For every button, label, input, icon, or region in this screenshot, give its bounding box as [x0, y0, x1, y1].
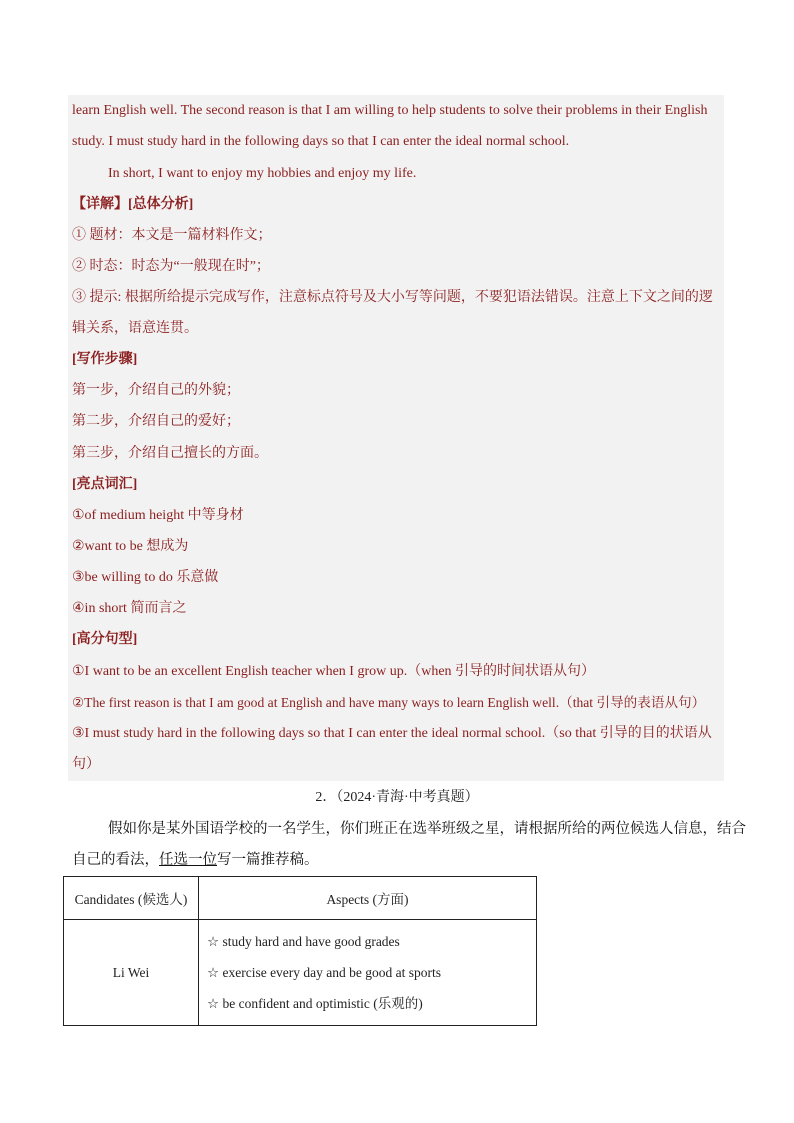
vocab-heading: [亮点词汇]: [72, 477, 138, 492]
step-item: 第三步，介绍自己擅长的方面。: [72, 446, 268, 461]
aspects-cell: [199, 920, 537, 1026]
analysis-heading: [72, 195, 193, 215]
table-header-row: [64, 877, 537, 920]
answer-line: In short, I want to enjoy my hobbies and enjoy my life.: [108, 166, 417, 181]
prompt-text: 自己的看法，: [72, 852, 159, 868]
steps-heading: [写作步骤]: [72, 352, 138, 367]
question-header: 2．（2024·青海·中考真题）: [315, 790, 479, 805]
aspect-item: ☆ study hard and have good grades: [207, 934, 400, 949]
answer-line: learn English well. The second reason is that I am willing to help students to solve their problems in their English: [72, 103, 708, 118]
vocab-item: ①of medium height 中等身材: [72, 508, 244, 523]
candidate-name: Li Wei: [64, 920, 199, 1026]
aspect-item: ☆ be confident and optimistic (乐观的): [207, 996, 423, 1011]
step-item: 第二步，介绍自己的爱好；: [72, 414, 240, 429]
question-prompt: 假如你是某外国语学校的一名学生，你们班正在选举班级之星，请根据所给的两位候选人信息，结合: [108, 821, 746, 837]
prompt-emphasis: 任选一位: [159, 852, 217, 868]
answer-line: study. I must study hard in the following days so that I can enter the ideal normal school.: [72, 134, 570, 149]
vocab-item: ②want to be 想成为: [72, 539, 189, 554]
question-prompt-line2: [72, 850, 319, 870]
step-item: 第一步，介绍自己的外貌；: [72, 383, 240, 398]
sentence-item: 句）: [72, 757, 100, 772]
candidates-table: [63, 876, 537, 1026]
sentence-item: ①I want to be an excellent English teacher when I grow up.（when 引导的时间状语从句）: [72, 664, 596, 679]
analysis-item: ① 题材：本文是一篇材料作文；: [72, 228, 272, 243]
column-header-candidates: Candidates (候选人): [64, 877, 199, 920]
table-row: [64, 920, 537, 1026]
vocab-item: ③be willing to do 乐意做: [72, 570, 219, 585]
vocab-item: ④in short 简而言之: [72, 601, 187, 616]
analysis-item: ② 时态：时态为“一般现在时”；: [72, 259, 270, 274]
analysis-heading-tag: 【详解】: [72, 197, 128, 212]
analysis-heading-label: [总体分析]: [128, 197, 194, 212]
analysis-item: ③ 提示: 根据所给提示完成写作，注意标点符号及大小写等问题，不要犯语法错误。注意上下文之间的逻: [72, 290, 713, 305]
prompt-text: 写一篇推荐稿。: [217, 852, 319, 868]
analysis-item: 辑关系，语意连贯。: [72, 321, 198, 336]
column-header-aspects: Aspects (方面): [199, 877, 537, 920]
sentences-heading: [高分句型]: [72, 632, 138, 647]
aspect-item: ☆ exercise every day and be good at sports: [207, 965, 442, 980]
sentence-item: ②The first reason is that I am good at English and have many ways to learn English well.（that 引导的表语从句）: [72, 695, 706, 710]
sentence-item: ③I must study hard in the following days so that I can enter the ideal normal school.（so that 引导的目的状语从: [72, 726, 712, 741]
